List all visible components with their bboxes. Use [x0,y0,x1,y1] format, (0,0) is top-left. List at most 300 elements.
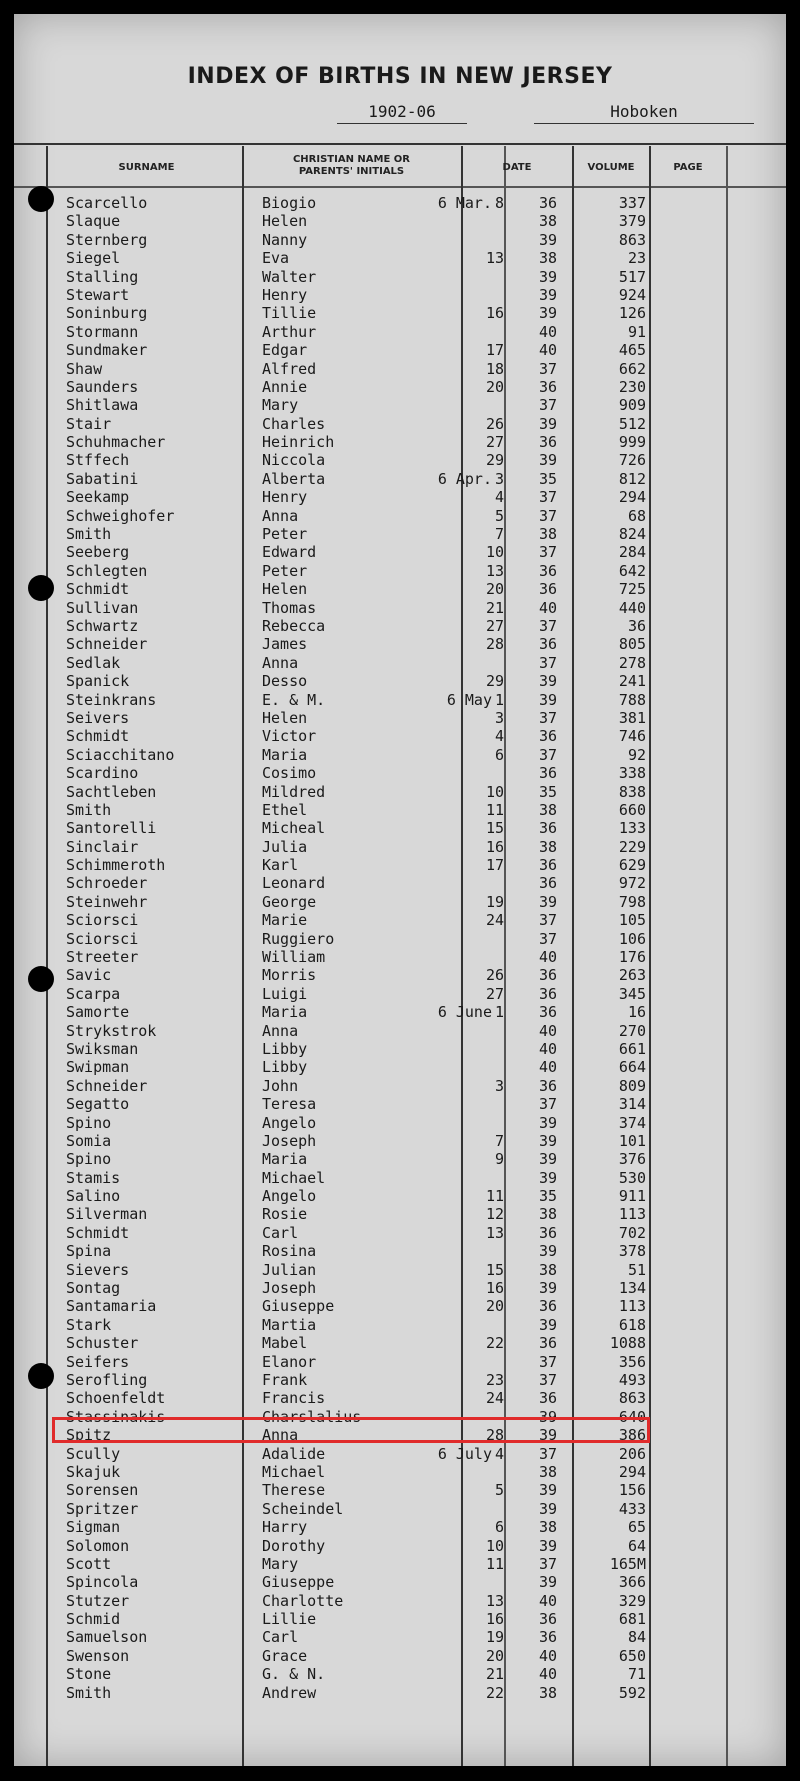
given-header-line1: CHRISTIAN NAME OR [292,154,411,165]
surname-cell: Schmidt [66,580,130,599]
volume-cell: 39 [538,414,558,433]
table-row [14,1665,786,1683]
given-name-cell: Charlotte [262,1591,344,1610]
table-row [14,1500,786,1518]
table-row [14,1095,786,1113]
page-cell: 592 [618,1683,646,1702]
day-cell: 6 [494,745,504,764]
month-cell: 6 July [437,1444,492,1463]
surname-cell: Spina [66,1242,112,1261]
table-row [14,783,786,801]
given-name-cell: Maria [262,1003,308,1022]
page-cell: 314 [618,1095,646,1114]
surname-cell: Stutzer [66,1591,130,1610]
table-row [14,746,786,764]
table-row [14,562,786,580]
day-cell: 24 [485,1389,504,1408]
day-cell: 20 [485,377,504,396]
volume-cell: 35 [538,1187,558,1206]
given-name-cell: Elanor [262,1352,317,1371]
page-cell: 337 [618,194,646,212]
volume-cell: 40 [538,598,558,617]
surname-cell: Saunders [66,377,139,396]
page-cell: 366 [618,1573,646,1592]
volume-cell: 38 [538,800,558,819]
surname-cell: Sinclair [66,837,139,856]
given-name-cell: Grace [262,1646,308,1665]
day-cell: 29 [485,451,504,470]
surname-cell: Solomon [66,1536,130,1555]
volume-cell: 39 [538,230,558,249]
table-row [14,838,786,856]
page-cell: 642 [618,561,646,580]
day-cell: 16 [485,1279,504,1298]
table-row [14,1445,786,1463]
page-cell: 229 [618,837,646,856]
page-cell: 91 [627,322,646,341]
table-row [14,1628,786,1646]
day-cell: 22 [485,1334,504,1353]
table-row [14,1058,786,1076]
table-row [14,231,786,249]
day-cell: 13 [485,1223,504,1242]
table-row [14,654,786,672]
surname-cell: Stffech [66,451,130,470]
table-row [14,856,786,874]
given-name-cell: Thomas [262,598,317,617]
surname-cell: Stewart [66,285,130,304]
given-name-cell: Libby [262,1039,308,1058]
surname-cell: Seekamp [66,488,130,507]
page-cell: 809 [618,1076,646,1095]
table-row [14,194,786,212]
table-row [14,249,786,267]
day-cell: 24 [485,911,504,930]
given-name-cell: Francis [262,1389,326,1408]
given-name-cell: Cosimo [262,764,317,783]
table-row [14,378,786,396]
table-row [14,930,786,948]
given-name-cell: Scheindel [262,1499,344,1518]
table-row [14,1481,786,1499]
given-name-cell: Dorothy [262,1536,326,1555]
surname-cell: Swiksman [66,1039,139,1058]
surname-cell: Sullivan [66,598,139,617]
day-cell: 13 [485,249,504,268]
volume-cell: 38 [538,249,558,268]
surname-cell: Scardino [66,764,139,783]
page-cell: 36 [627,616,646,635]
surname-cell: Smith [66,800,112,819]
volume-cell: 39 [538,672,558,691]
volume-cell: 37 [538,1095,558,1114]
volume-cell: 39 [538,267,558,286]
page-cell: 999 [618,433,646,452]
day-cell: 11 [485,800,504,819]
volume-cell: 36 [538,874,558,893]
volume-cell: 37 [538,1352,558,1371]
table-row [14,801,786,819]
day-cell: 7 [494,1131,504,1150]
given-name-cell: Desso [262,672,308,691]
page-cell: 126 [618,304,646,323]
day-cell: 17 [485,341,504,360]
surname-cell: Seeberg [66,543,130,562]
volume-cell: 36 [538,1610,558,1629]
surname-cell: Stamis [66,1168,121,1187]
surname-cell: Skajuk [66,1462,121,1481]
volume-cell: 36 [538,377,558,396]
volume-cell: 36 [538,984,558,1003]
page-cell: 378 [618,1242,646,1261]
given-name-cell: Giuseppe [262,1297,335,1316]
table-row [14,543,786,561]
volume-cell: 40 [538,948,558,967]
volume-cell: 37 [538,911,558,930]
table-row [14,599,786,617]
table-row [14,948,786,966]
given-name-cell: Joseph [262,1131,317,1150]
page-cell: 241 [618,672,646,691]
table-row [14,451,786,469]
day-cell: 11 [485,1554,504,1573]
page-cell: 156 [618,1481,646,1500]
given-name-cell: Therese [262,1481,326,1500]
given-name-cell: Ethel [262,800,308,819]
given-name-cell: Marie [262,911,308,930]
page-cell: 838 [618,782,646,801]
surname-cell: Stalling [66,267,139,286]
volume-cell: 35 [538,782,558,801]
volume-cell: 39 [538,1279,558,1298]
month-cell: 6 Apr. [437,469,492,488]
given-name-cell: Anna [262,1021,299,1040]
page-cell: 640 [618,1407,646,1426]
given-name-cell: William [262,948,326,967]
page-cell: 788 [618,690,646,709]
given-name-cell: Walter [262,267,317,286]
day-cell: 23 [485,1371,504,1389]
given-name-cell: Mildred [262,782,326,801]
day-cell: 16 [485,1610,504,1629]
page-cell: 134 [618,1279,646,1298]
table-row [14,323,786,341]
given-name-cell: Julian [262,1260,317,1279]
table-row [14,1555,786,1573]
page-number-header: PAGE [673,162,703,173]
page-cell: 51 [627,1260,646,1279]
volume-cell: 40 [538,1058,558,1077]
surname-cell: Schneider [66,1076,148,1095]
page-cell: 493 [618,1371,646,1389]
month-cell: 6 May [446,690,492,709]
day-cell: 16 [485,304,504,323]
day-cell: 5 [494,1481,504,1500]
table-row [14,1353,786,1371]
place-field: Hoboken [534,102,754,124]
volume-cell: 40 [538,322,558,341]
surname-cell: Shitlawa [66,396,139,415]
surname-header: SURNAME [118,162,175,173]
table-row [14,268,786,286]
given-name-cell: Maria [262,1150,308,1169]
given-name-cell: Angelo [262,1187,317,1206]
given-name-cell: Ruggiero [262,929,335,948]
volume-cell: 36 [538,635,558,654]
surname-cell: Savic [66,966,112,985]
volume-cell: 39 [538,285,558,304]
surname-cell: Scarcello [66,194,148,212]
given-name-cell: Alfred [262,359,317,378]
table-row [14,304,786,322]
day-cell: 10 [485,1536,504,1555]
page-cell: 725 [618,580,646,599]
day-cell: 22 [485,1683,504,1702]
surname-cell: Sievers [66,1260,130,1279]
day-cell: 15 [485,819,504,838]
table-row [14,966,786,984]
given-name-cell: Helen [262,580,308,599]
surname-cell: Sigman [66,1518,121,1537]
table-row [14,1022,786,1040]
volume-cell: 39 [538,1407,558,1426]
day-cell: 21 [485,598,504,617]
surname-cell: Schlegten [66,561,148,580]
page-cell: 746 [618,727,646,746]
surname-cell: Schuhmacher [66,433,166,452]
volume-cell: 37 [538,929,558,948]
index-rows [14,194,786,1702]
day-cell: 21 [485,1665,504,1684]
table-row [14,1334,786,1352]
page-cell: 650 [618,1646,646,1665]
table-row [14,212,786,230]
volume-cell: 36 [538,194,558,212]
day-cell: 3 [494,1076,504,1095]
given-name-cell: Arthur [262,322,317,341]
page-cell: 176 [618,948,646,967]
given-name-cell: Charles [262,414,326,433]
page-cell: 812 [618,469,646,488]
given-name-cell: G. & N. [262,1665,326,1684]
volume-cell: 36 [538,580,558,599]
volume-cell: 36 [538,1628,558,1647]
table-row [14,488,786,506]
given-name-cell: Anna [262,653,299,672]
table-row [14,819,786,837]
given-name-cell: Helen [262,212,308,231]
table-row [14,1279,786,1297]
volume-cell: 36 [538,966,558,985]
volume-cell: 40 [538,1021,558,1040]
volume-cell: 37 [538,359,558,378]
page-cell: 629 [618,856,646,875]
page-cell: 284 [618,543,646,562]
day-cell: 8 [494,194,504,212]
day-cell: 17 [485,856,504,875]
table-row [14,1463,786,1481]
day-cell: 3 [494,469,504,488]
day-cell: 19 [485,892,504,911]
page-cell: 23 [627,249,646,268]
surname-cell: Spitz [66,1426,112,1445]
day-cell: 9 [494,1150,504,1169]
surname-cell: Somia [66,1131,112,1150]
surname-cell: Sternberg [66,230,148,249]
page-cell: 465 [618,341,646,360]
given-name-cell: Tillie [262,304,317,323]
surname-cell: Spritzer [66,1499,139,1518]
binder-hole [28,575,54,601]
table-row [14,1647,786,1665]
surname-cell: Scarpa [66,984,121,1003]
day-cell: 12 [485,1205,504,1224]
surname-cell: Siegel [66,249,121,268]
day-cell: 11 [485,1187,504,1206]
given-name-cell: Maria [262,745,308,764]
page-cell: 512 [618,414,646,433]
surname-cell: Sciorsci [66,911,139,930]
day-cell: 1 [494,690,504,709]
surname-cell: Sciorsci [66,929,139,948]
table-row [14,525,786,543]
surname-cell: Spino [66,1150,112,1169]
volume-cell: 38 [538,1205,558,1224]
volume-cell: 39 [538,304,558,323]
day-cell: 16 [485,837,504,856]
surname-cell: Schmidt [66,727,130,746]
page-cell: 660 [618,800,646,819]
page-cell: 65 [627,1518,646,1537]
table-row [14,507,786,525]
volume-cell: 40 [538,1039,558,1058]
volume-cell: 39 [538,1481,558,1500]
table-row [14,727,786,745]
surname-cell: Stormann [66,322,139,341]
given-header [244,154,459,178]
day-cell: 20 [485,580,504,599]
table-row [14,1573,786,1591]
volume-cell: 39 [538,1536,558,1555]
volume-cell: 36 [538,433,558,452]
page-cell: 664 [618,1058,646,1077]
surname-cell: Scully [66,1444,121,1463]
day-cell: 20 [485,1646,504,1665]
page-cell: 911 [618,1187,646,1206]
binder-hole [28,966,54,992]
given-name-cell: Rosie [262,1205,308,1224]
given-name-cell: Charslalius [262,1407,362,1426]
surname-cell: Spincola [66,1573,139,1592]
day-cell: 4 [494,488,504,507]
table-row [14,360,786,378]
page-cell: 1088 [609,1334,646,1353]
table-row [14,1077,786,1095]
volume-cell: 37 [538,745,558,764]
given-name-cell: Edward [262,543,317,562]
page-cell: 84 [627,1628,646,1647]
surname-cell: Steinwehr [66,892,148,911]
volume-cell: 40 [538,1591,558,1610]
volume-cell: 37 [538,506,558,525]
page-cell: 329 [618,1591,646,1610]
table-row [14,1150,786,1168]
table-row [14,415,786,433]
volume-cell: 39 [538,1150,558,1169]
table-row [14,1537,786,1555]
given-name-cell: Helen [262,708,308,727]
day-cell: 15 [485,1260,504,1279]
day-cell: 18 [485,359,504,378]
volume-cell: 36 [538,819,558,838]
table-row [14,1389,786,1407]
binder-hole [28,186,54,212]
page-cell: 681 [618,1610,646,1629]
page-cell: 356 [618,1352,646,1371]
table-row [14,635,786,653]
given-name-cell: Julia [262,837,308,856]
volume-cell: 39 [538,690,558,709]
month-cell: 6 June [437,1003,492,1022]
volume-cell: 39 [538,1499,558,1518]
day-cell: 5 [494,506,504,525]
table-row [14,874,786,892]
given-name-cell: Adalide [262,1444,326,1463]
given-name-cell: Biogio [262,194,317,212]
page-cell: 294 [618,488,646,507]
table-row [14,1114,786,1132]
table-row [14,470,786,488]
table-row [14,580,786,598]
volume-cell: 36 [538,1389,558,1408]
page-cell: 230 [618,377,646,396]
day-cell: 13 [485,561,504,580]
page-cell: 294 [618,1462,646,1481]
day-cell: 6 [494,1518,504,1537]
surname-cell: Stassinakis [66,1407,166,1426]
volume-cell: 40 [538,1646,558,1665]
surname-cell: Sedlak [66,653,121,672]
day-cell: 29 [485,672,504,691]
volume-cell: 36 [538,764,558,783]
given-name-cell: Joseph [262,1279,317,1298]
table-row [14,1297,786,1315]
surname-cell: Schweighofer [66,506,175,525]
volume-cell: 37 [538,653,558,672]
page-cell: 113 [618,1297,646,1316]
page-cell: 386 [618,1426,646,1445]
volume-cell: 39 [538,1131,558,1150]
surname-cell: Scott [66,1554,112,1573]
given-name-cell: Victor [262,727,317,746]
page-cell: 909 [618,396,646,415]
page-cell: 376 [618,1150,646,1169]
volume-cell: 38 [538,1683,558,1702]
given-name-cell: Michael [262,1168,326,1187]
table-row [14,672,786,690]
volume-cell: 39 [538,451,558,470]
surname-cell: Streeter [66,948,139,967]
volume-cell: 36 [538,727,558,746]
given-name-cell: Anna [262,1426,299,1445]
page-cell: 133 [618,819,646,838]
page-cell: 662 [618,359,646,378]
given-name-cell: Leonard [262,874,326,893]
given-name-cell: Teresa [262,1095,317,1114]
table-row [14,893,786,911]
given-name-cell: Rosina [262,1242,317,1261]
table-row [14,1242,786,1260]
